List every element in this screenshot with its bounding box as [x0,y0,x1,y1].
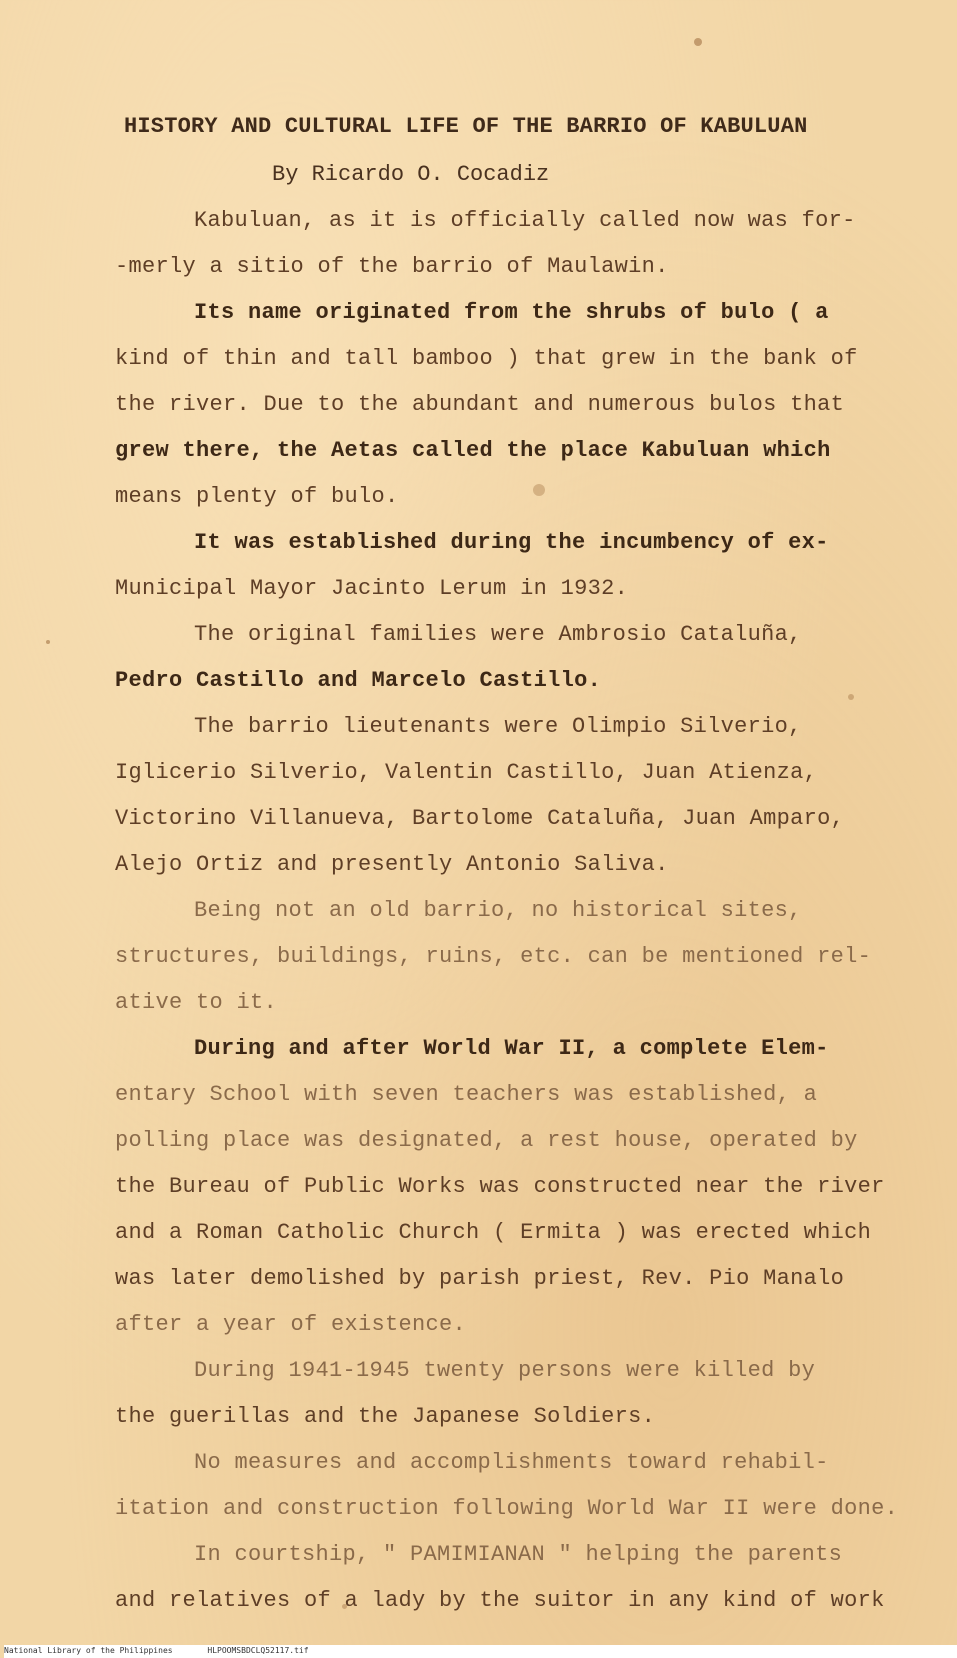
text-line: During and after World War II, a complete Elem- [194,1036,829,1061]
paper-speck [848,694,854,700]
scan-footer [4,1645,957,1658]
text-line: The original families were Ambrosio Cataluña, [194,622,802,647]
text-line: grew there, the Aetas called the place Kabuluan which [115,438,831,463]
footer-file-id: HLPOOMSBDCLQ52117.tif [207,1646,309,1655]
text-line: means plenty of bulo. [115,484,399,509]
text-line: Kabuluan, as it is officially called now was for- [194,208,856,233]
text-line: the Bureau of Public Works was constructed near the river [115,1174,885,1199]
text-line: Victorino Villanueva, Bartolome Cataluña, Juan Amparo, [115,806,845,831]
text-line: No measures and accomplishments toward rehabil- [194,1450,829,1475]
text-line: Municipal Mayor Jacinto Lerum in 1932. [115,576,629,601]
text-line: Being not an old barrio, no historical sites, [194,898,802,923]
document-title: HISTORY AND CULTURAL LIFE OF THE BARRIO OF KABULUAN [124,114,808,139]
paper-speck [694,38,702,46]
text-line: During 1941-1945 twenty persons were killed by [194,1358,816,1383]
paper-speck [342,1604,347,1609]
text-line: polling place was designated, a rest house, operated by [115,1128,858,1153]
text-line: after a year of existence. [115,1312,467,1337]
text-line: Iglicerio Silverio, Valentin Castillo, Juan Atienza, [115,760,818,785]
text-line: the guerillas and the Japanese Soldiers. [115,1404,656,1429]
paper-speck [533,484,545,496]
text-line: ative to it. [115,990,278,1015]
text-line: kind of thin and tall bamboo ) that grew in the bank of [115,346,858,371]
text-line: It was established during the incumbency of ex- [194,530,829,555]
text-line: and a Roman Catholic Church ( Ermita ) was erected which [115,1220,872,1245]
text-line: Pedro Castillo and Marcelo Castillo. [115,668,602,693]
text-line: itation and construction following World War II were done. [115,1496,899,1521]
text-line: The barrio lieutenants were Olimpio Silverio, [194,714,802,739]
document-author: By Ricardo O. Cocadiz [272,162,550,187]
text-line: -merly a sitio of the barrio of Maulawin. [115,254,669,279]
text-line: was later demolished by parish priest, Rev. Pio Manalo [115,1266,845,1291]
text-line: and relatives of a lady by the suitor in any kind of work [115,1588,885,1613]
footer-library: National Library of the Philippines [4,1646,173,1655]
text-line: structures, buildings, ruins, etc. can be mentioned rel- [115,944,872,969]
text-line: Alejo Ortiz and presently Antonio Saliva. [115,852,669,877]
paper-speck [46,640,50,644]
text-line: the river. Due to the abundant and numerous bulos that [115,392,845,417]
text-line: Its name originated from the shrubs of bulo ( a [194,300,829,325]
text-line: entary School with seven teachers was established, a [115,1082,818,1107]
text-line: In courtship, " PAMIMIANAN " helping the parents [194,1542,843,1567]
